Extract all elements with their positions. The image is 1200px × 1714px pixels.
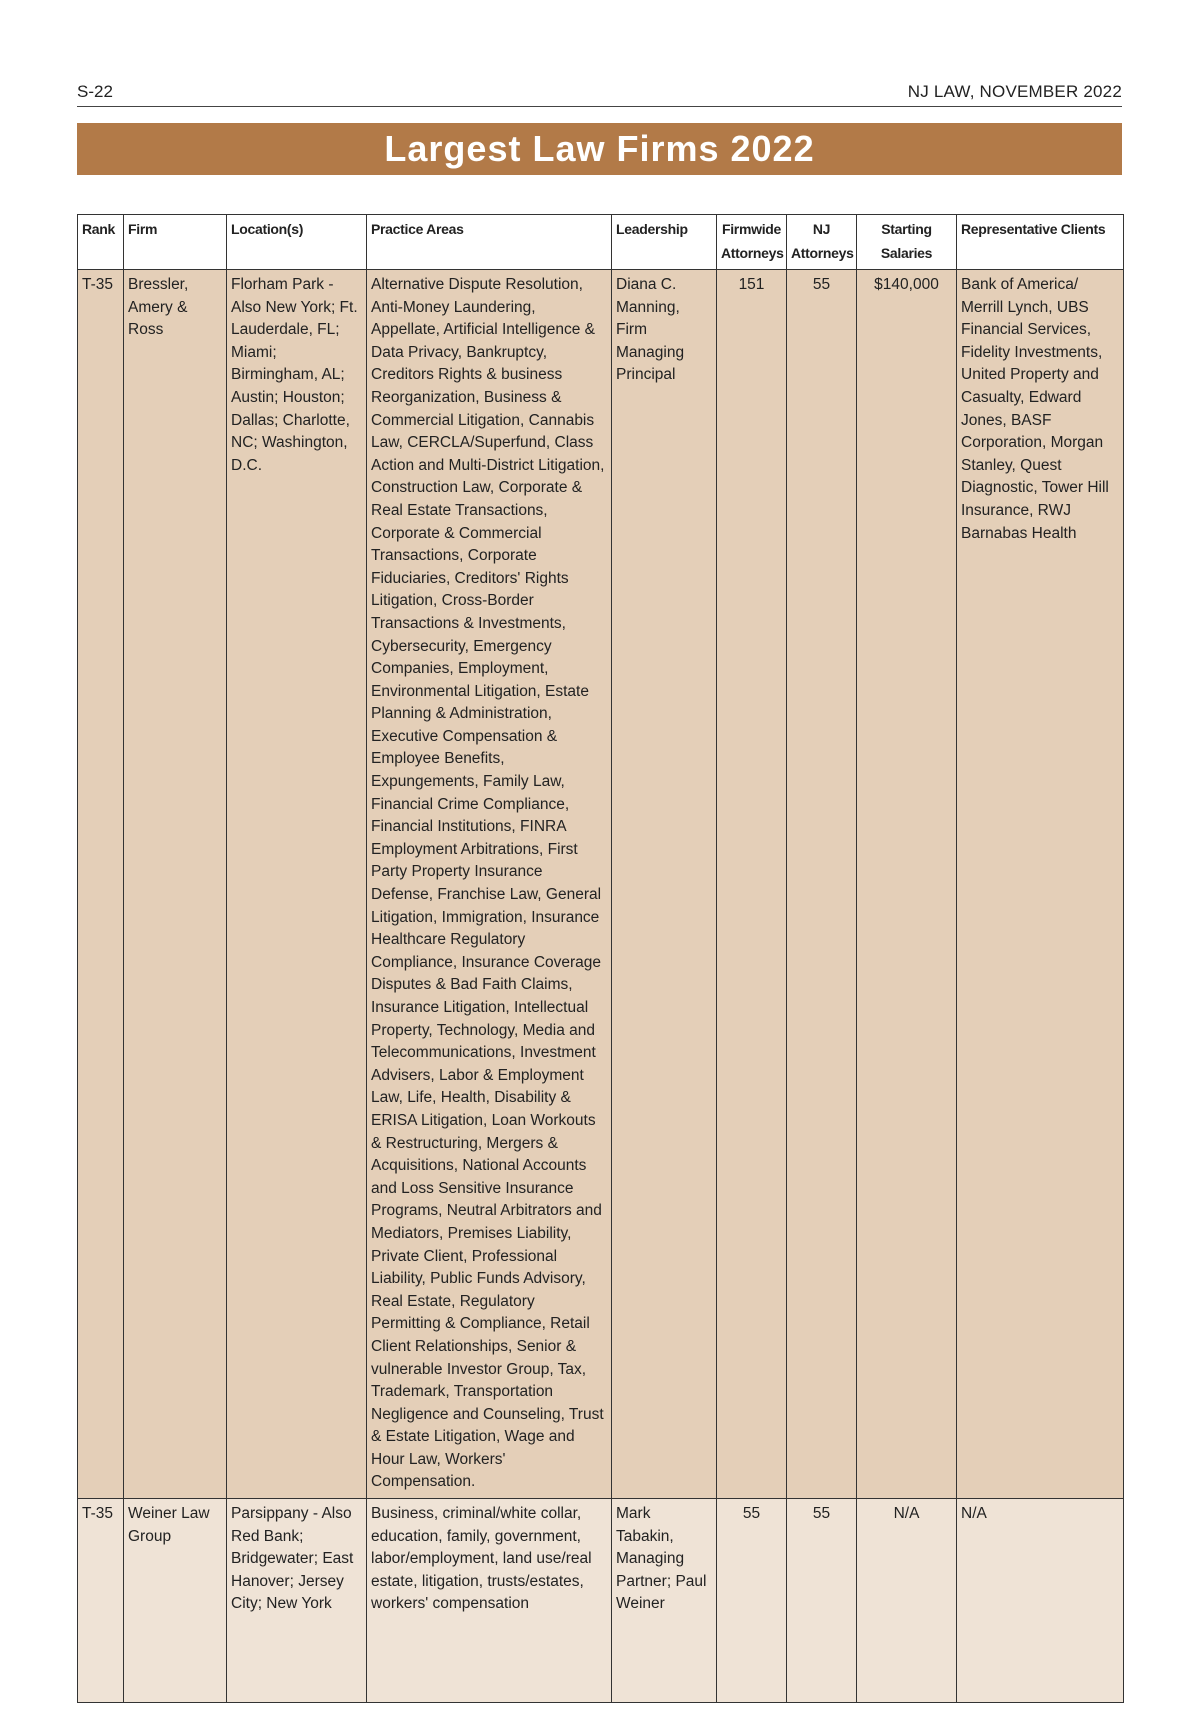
header-leadership: Leadership xyxy=(612,215,717,270)
cell-practice-areas: Business, criminal/white collar, education, family, government, labor/employment, land use/real estate, litigation, trusts/estates, workers' compensation xyxy=(367,1499,612,1703)
table-row xyxy=(78,1499,1124,1703)
header-nj-attorneys xyxy=(787,215,857,270)
cell-representative-clients: Bank of America/ Merrill Lynch, UBS Financial Services, Fidelity Investments, United Property and Casualty, Edward Jones, BASF Corporation, Morgan Stanley, Quest Diagnostic, Tower Hill Insurance, RWJ Barnabas Health xyxy=(957,270,1124,1499)
header-firmwide-line1: Firmwide xyxy=(721,221,782,237)
table-header-row xyxy=(78,215,1124,270)
cell-firmwide-attorneys: 55 xyxy=(717,1499,787,1703)
cell-locations: Florham Park - Also New York; Ft. Lauderdale, FL; Miami; Birmingham, AL; Austin; Houston; Dallas; Charlotte, NC; Washington, D.C. xyxy=(227,270,367,1499)
cell-starting-salaries: N/A xyxy=(857,1499,957,1703)
cell-leadership: Diana C. Manning, Firm Managing Principal xyxy=(612,270,717,1499)
cell-representative-clients: N/A xyxy=(957,1499,1124,1703)
header-representative-clients: Representative Clients xyxy=(957,215,1124,270)
header-rank: Rank xyxy=(78,215,124,270)
cell-nj-attorneys: 55 xyxy=(787,1499,857,1703)
cell-starting-salaries: $140,000 xyxy=(857,270,957,1499)
header-starting-salaries xyxy=(857,215,957,270)
cell-rank: T-35 xyxy=(78,270,124,1499)
header-nj-line1: NJ xyxy=(812,221,831,237)
page-title: Largest Law Firms 2022 xyxy=(77,123,1122,175)
header-locations: Location(s) xyxy=(227,215,367,270)
cell-rank: T-35 xyxy=(78,1499,124,1703)
header-firm: Firm xyxy=(124,215,227,270)
cell-leadership: Mark Tabakin, Managing Partner; Paul Weiner xyxy=(612,1499,717,1703)
publication-date: NJ LAW, NOVEMBER 2022 xyxy=(907,82,1122,101)
header-salaries-line2: Salaries xyxy=(880,245,933,261)
header-firmwide-attorneys xyxy=(717,215,787,270)
cell-nj-attorneys: 55 xyxy=(787,270,857,1499)
table-row xyxy=(78,270,1124,1499)
header-nj-line2: Attorneys xyxy=(791,245,854,261)
cell-firmwide-attorneys: 151 xyxy=(717,270,787,1499)
header-practice-areas: Practice Areas xyxy=(367,215,612,270)
law-firms-table xyxy=(77,214,1124,1703)
cell-practice-areas: Alternative Dispute Resolution, Anti-Money Laundering, Appellate, Artificial Intelligence & Data Privacy, Bankruptcy, Creditors Rights & business Reorganization, Business & Commercial Litigation, Cannabis Law, CERCLA/Superfund, Class Action and Multi-District Litigation, Construction Law, Corporate & Real Estate Transactions, Corporate & Commercial Transactions, Corporate Fiduciaries, Creditors' Rights Litigation, Cross-Border Transactions & Investments, Cybersecurity, Emergency Companies, Employment, Environmental Litigation, Estate Planning & Administration, Executive Compensation & Employee Benefits, Expungements, Family Law, Financial Crime Compliance, Financial Institutions, FINRA Employment Arbitrations, First Party Property Insurance Defense, Franchise Law, General Litigation, Immigration, Insurance Healthcare Regulatory Compliance, Insurance Coverage Disputes & Bad Faith Claims, Insurance Litigation, Intellectual Property, Technology, Media and Telecommunications, Investment Advisers, Labor & Employment Law, Life, Health, Disability & ERISA Litigation, Loan Workouts & Restructuring, Mergers & Acquisitions, National Accounts and Loss Sensitive Insurance Programs, Neutral Arbitrators and Mediators, Premises Liability, Private Client, Professional Liability, Public Funds Advisory, Real Estate, Regulatory Permitting & Compliance, Retail Client Relationships, Senior & vulnerable Investor Group, Tax, Trademark, Transportation Negligence and Counseling, Trust & Estate Litigation, Wage and Hour Law, Workers' Compensation. xyxy=(367,270,612,1499)
cell-firm: Weiner Law Group xyxy=(124,1499,227,1703)
header-firmwide-line2: Attorneys xyxy=(721,245,784,261)
page-header xyxy=(77,82,1122,107)
header-salaries-line1: Starting xyxy=(881,221,932,237)
page-number: S-22 xyxy=(77,82,113,101)
cell-firm: Bressler, Amery & Ross xyxy=(124,270,227,1499)
cell-locations: Parsippany - Also Red Bank; Bridgewater; East Hanover; Jersey City; New York xyxy=(227,1499,367,1703)
